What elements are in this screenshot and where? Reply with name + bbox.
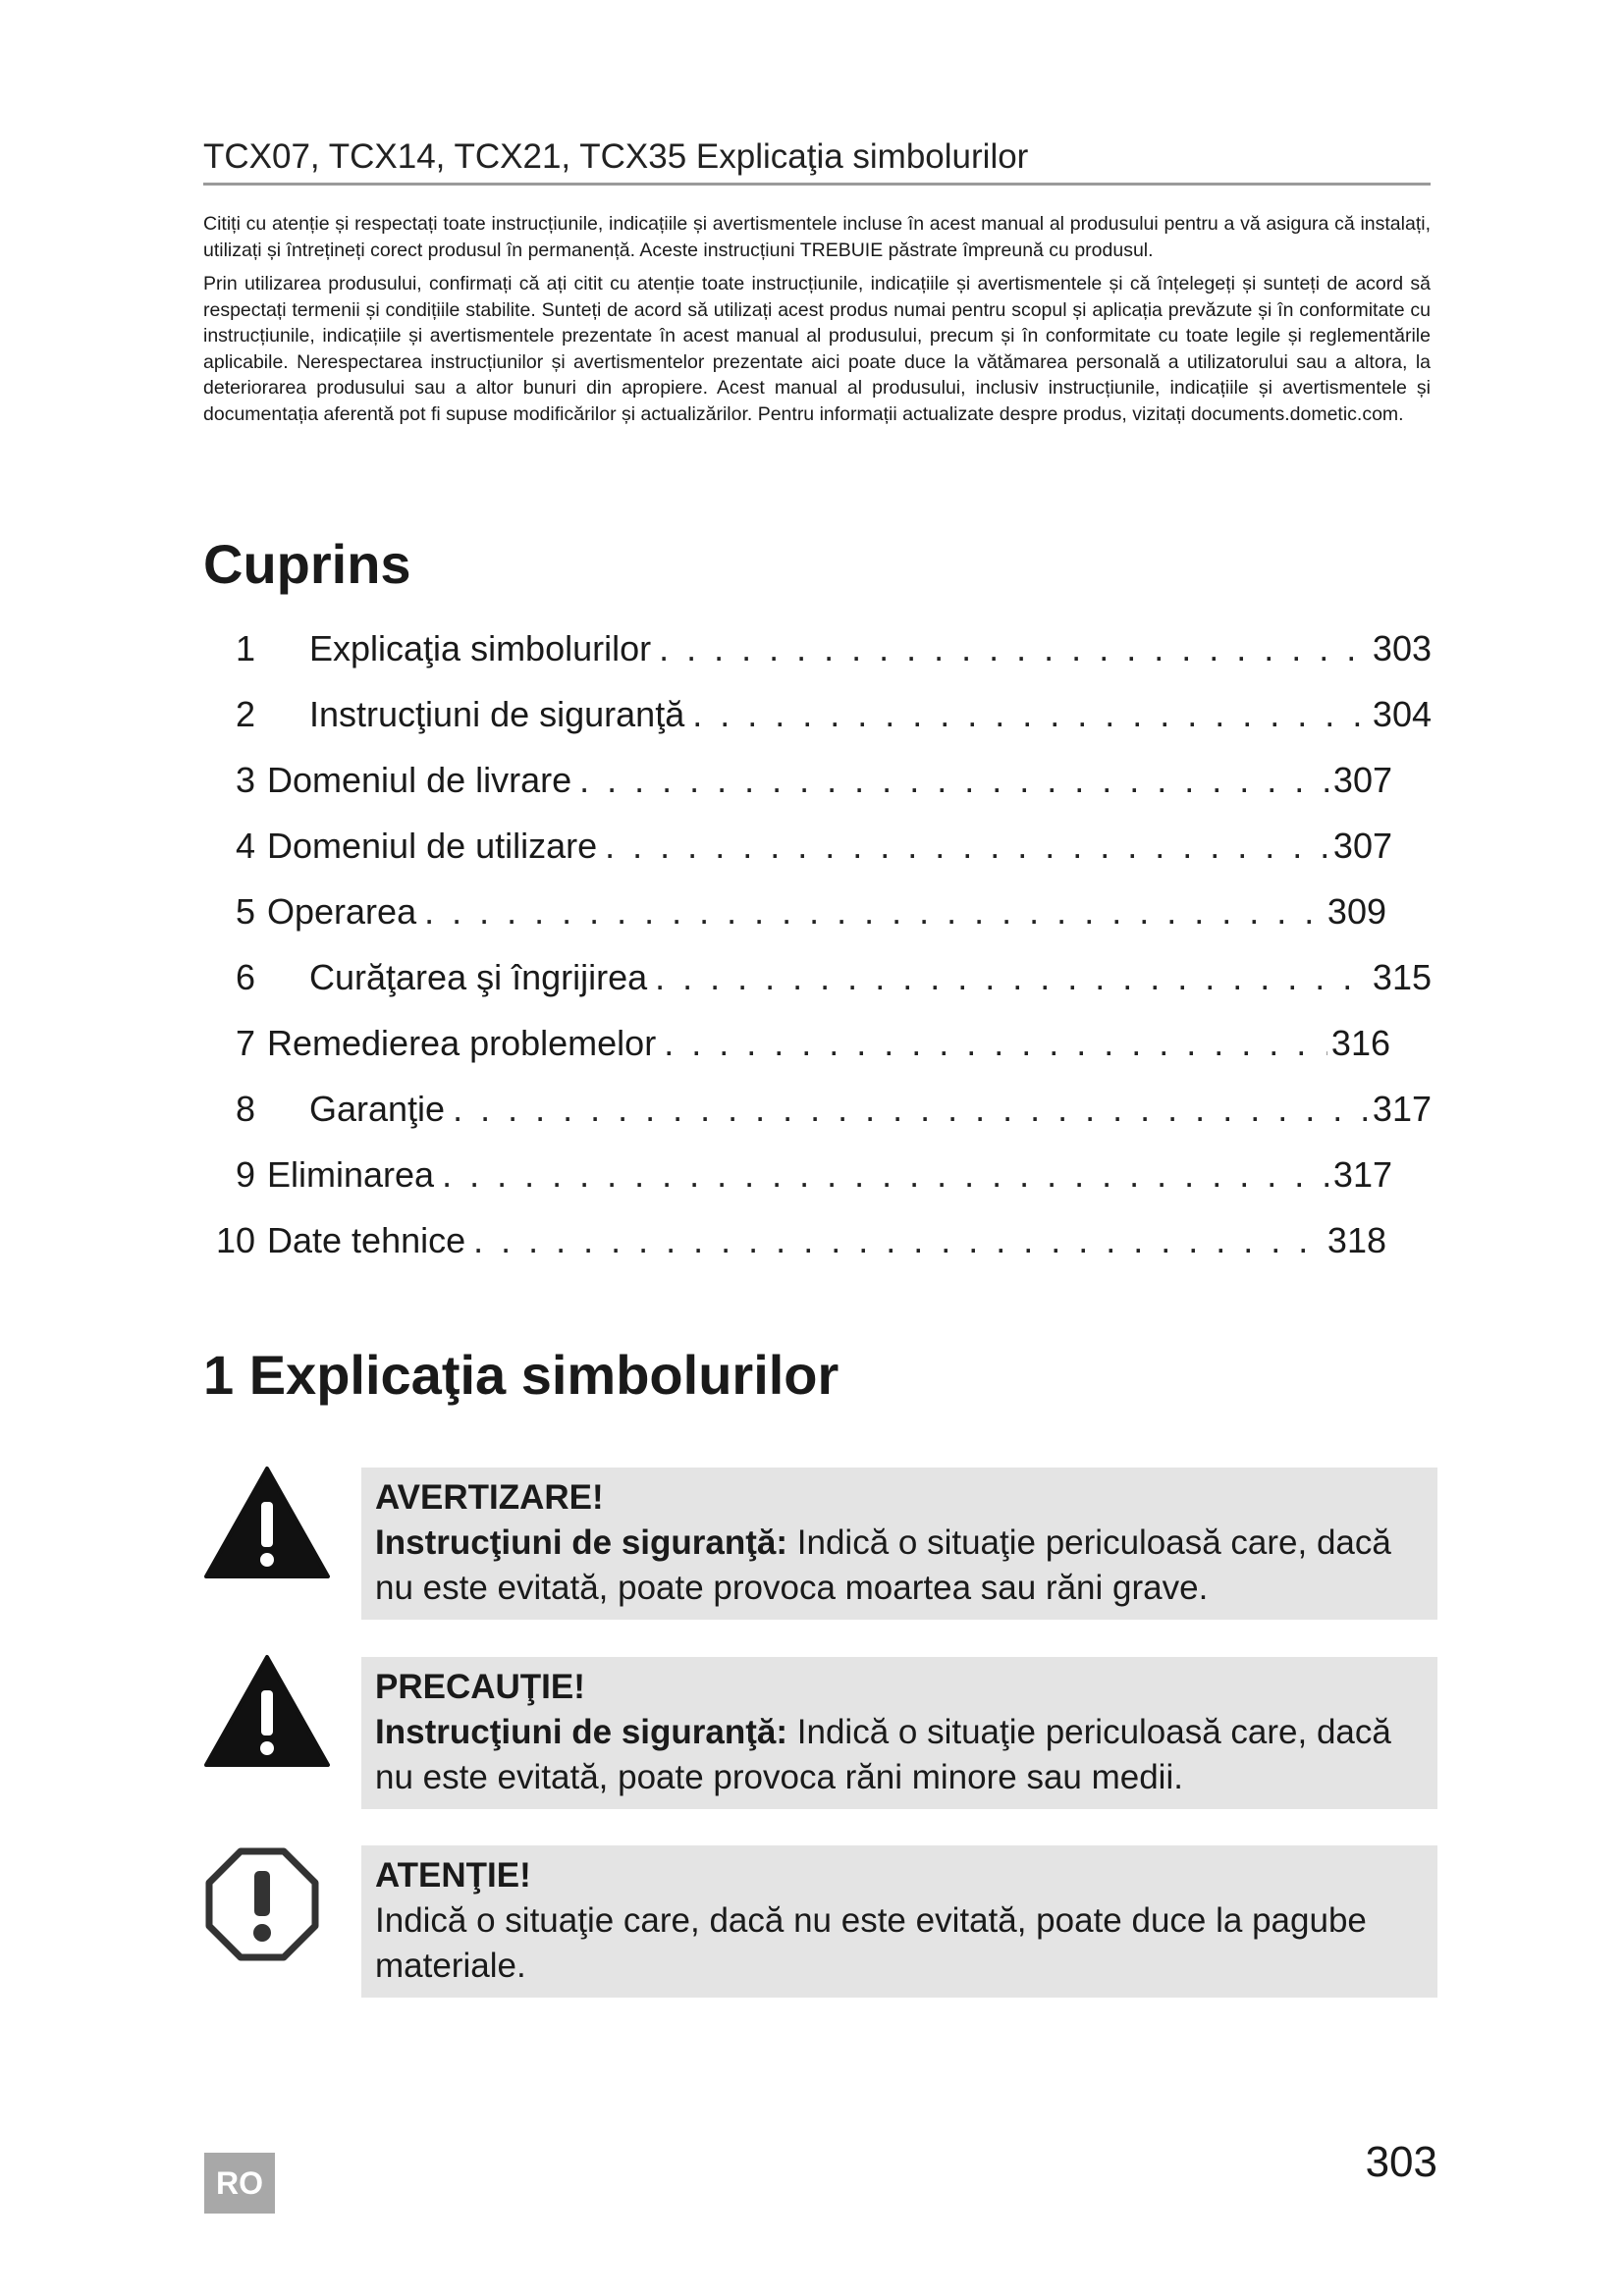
toc-item-page: 304: [1372, 694, 1432, 734]
toc-item-title: Instrucţiuni de siguranţă: [309, 694, 685, 734]
toc-item-number: 9: [236, 1154, 256, 1195]
toc-item-leader: [465, 1220, 1324, 1261]
warning-triangle-icon: [203, 1465, 331, 1580]
toc-item-leader: [684, 694, 1369, 735]
toc-item-title: Domeniul de livrare: [267, 760, 572, 800]
toc-item-page: 307: [1332, 760, 1392, 800]
notice-text: Indică o situaţie periculoasă care, dacă nu este evitată, poate provoca moartea sau răni grave.: [375, 1523, 1391, 1607]
toc-item-number: 3: [236, 760, 256, 800]
notice-keyword: PRECAUŢIE!: [375, 1668, 585, 1706]
toc-item-leader: [651, 628, 1369, 669]
toc-item[interactable]: [236, 957, 1432, 1004]
toc-item-page: 307: [1332, 826, 1392, 866]
toc-item-title: Domeniul de utilizare: [267, 826, 598, 866]
notice-text: Indică o situaţie care, dacă nu este evitată, poate duce la pagube materiale.: [375, 1901, 1367, 1985]
notice-octagon-icon: [203, 1845, 321, 1963]
toc-item-title: Explicaţia simbolurilor: [309, 628, 652, 668]
toc-item-title: Curăţarea şi îngrijirea: [309, 957, 648, 997]
toc-item-leader: [571, 760, 1329, 801]
notice-lead: Instrucţiuni de siguranţă:: [375, 1523, 788, 1562]
toc-heading: Cuprins: [203, 533, 411, 595]
toc-item-title: Operarea: [267, 891, 417, 932]
toc-item-number: 10: [216, 1220, 256, 1260]
toc-item-leader: [656, 1023, 1327, 1064]
attention-notice: [361, 1845, 1437, 1998]
notice-keyword: AVERTIZARE!: [375, 1478, 604, 1517]
notice-lead: Instrucţiuni de siguranţă:: [375, 1713, 788, 1751]
toc-item[interactable]: [236, 1023, 1390, 1070]
toc-item-leader: [445, 1089, 1369, 1130]
toc-item-number: 4: [236, 826, 256, 866]
toc-item-number: 2: [236, 694, 256, 734]
toc-item-number: 6: [236, 957, 256, 997]
toc-item[interactable]: [236, 1154, 1392, 1201]
toc-item[interactable]: [236, 760, 1392, 807]
toc-item-title: Date tehnice: [267, 1220, 466, 1260]
toc-item-leader: [416, 891, 1324, 933]
toc-item[interactable]: [236, 891, 1386, 938]
toc-item-page: 316: [1330, 1023, 1390, 1063]
toc-item[interactable]: [236, 1089, 1432, 1136]
toc-item-title: Eliminarea: [267, 1154, 435, 1195]
toc-item-page: 309: [1326, 891, 1386, 932]
toc-item-leader: [597, 826, 1329, 867]
language-tag: RO: [204, 2153, 275, 2214]
toc-item-leader: [647, 957, 1369, 998]
intro-paragraph-1: Citiți cu atenție și respectați toate instrucțiunile, indicațiile și avertismentele incluse în acest manual al produsului pentru a vă asigura că instalați, utilizați și întrețineți corect produsul în permanență. Aceste instrucțiuni TREBUIE păstrate împreună cu produsul.: [203, 213, 1431, 261]
toc-item-number: 1: [236, 628, 256, 668]
notice-keyword: ATENŢIE!: [375, 1856, 531, 1895]
toc-item-number: 7: [236, 1023, 256, 1063]
toc-item[interactable]: [216, 1220, 1386, 1267]
toc-item[interactable]: [236, 826, 1392, 873]
toc-item-page: 318: [1326, 1220, 1386, 1260]
toc-item-page: 317: [1372, 1089, 1432, 1129]
toc-item-page: 303: [1372, 628, 1432, 668]
toc-item-title: Remedierea problemelor: [267, 1023, 657, 1063]
section-heading: 1 Explicaţia simbolurilor: [203, 1344, 839, 1406]
warning-notice: [361, 1468, 1437, 1620]
notice-text: Indică o situaţie periculoasă care, dacă nu este evitată, poate provoca răni minore sau medii.: [375, 1713, 1391, 1796]
caution-notice: [361, 1657, 1437, 1809]
toc-item-title: Garanţie: [309, 1089, 446, 1129]
page-number: 303: [1365, 2138, 1437, 2186]
toc-item-number: 8: [236, 1089, 256, 1129]
intro-text: [203, 211, 1431, 435]
page-header: TCX07, TCX14, TCX21, TCX35 Explicaţia simbolurilor: [203, 133, 1431, 186]
toc-item-page: 317: [1332, 1154, 1392, 1195]
toc-item[interactable]: [236, 694, 1432, 741]
toc-item-leader: [434, 1154, 1329, 1196]
toc-item-page: 315: [1372, 957, 1432, 997]
toc-item[interactable]: [236, 628, 1432, 675]
intro-paragraph-2: Prin utilizarea produsului, confirmați că ați citit cu atenție toate instrucțiunile, indicațiile și avertismentele și că înțelegeți și sunteți de acord să respectați termenii și condițiile stabilite. Sunteți de acord să utilizați acest produs numai pentru scopul și aplicația prevăzute și în conformitate cu instrucțiunile, indicațiile și avertismentele prezentate în acest manual al produsului, precum și în conformitate cu toate legile și reglementările aplicabile. Nerespectarea instrucțiunilor și avertismentelor prezentate aici poate duce la vătămarea personală a utilizatorului sau a altora, la deteriorarea produsului sau a altor bunuri din apropiere. Acest manual al produsului, inclusiv instrucțiunile, indicațiile și avertismentele și documentația aferentă pot fi supuse modificărilor și actualizărilor. Pentru informații actualizate despre produs, vizitați documents.dometic.com.: [203, 273, 1431, 425]
toc-item-number: 5: [236, 891, 256, 932]
caution-triangle-icon: [203, 1653, 331, 1769]
